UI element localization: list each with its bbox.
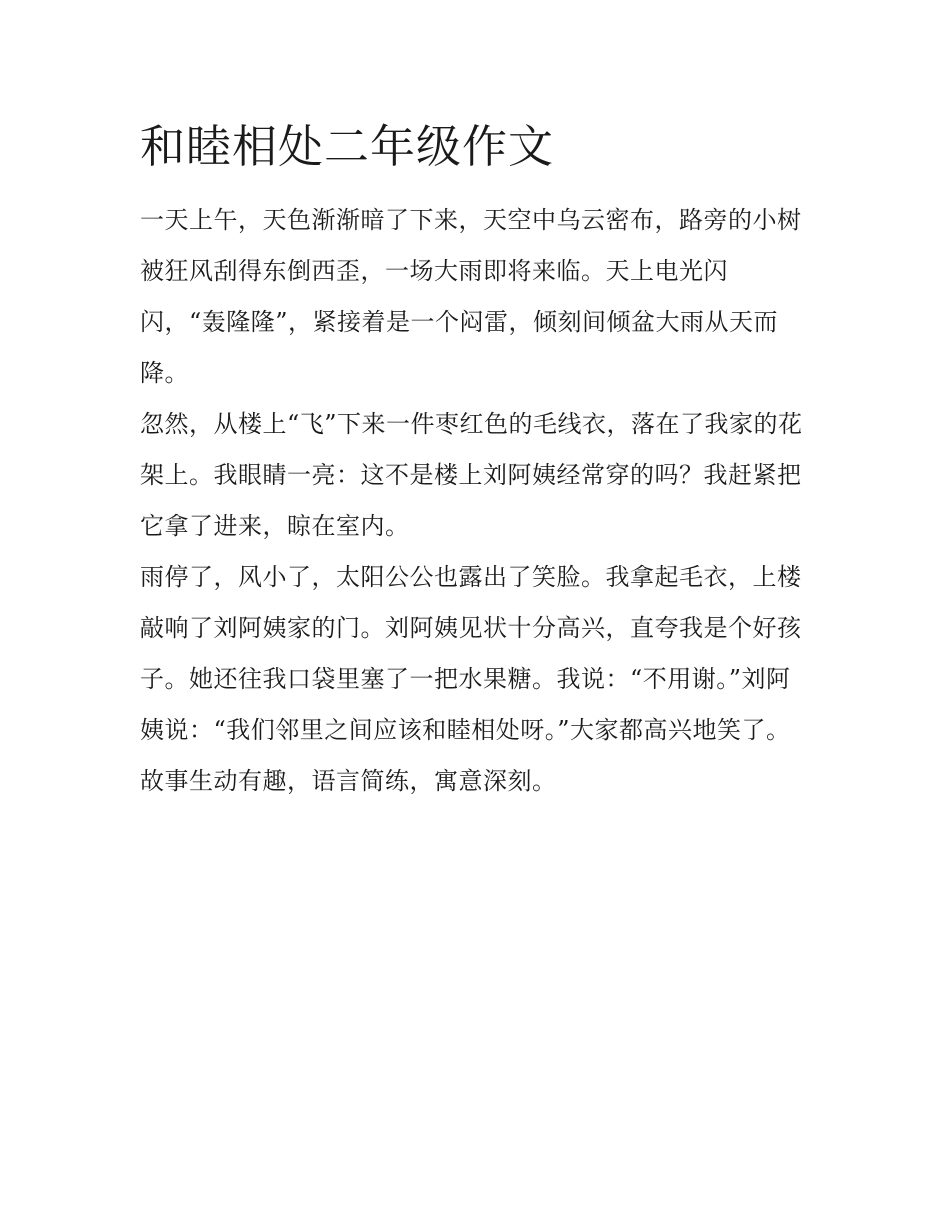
text-line: 雨停了，风小了，太阳公公也露出了笑脸。我拿起毛衣，上楼 — [140, 563, 802, 591]
text-line: 忽然，从楼上“飞”下来一件枣红色的毛线衣，落在了我家的花 — [140, 410, 803, 438]
text-line: 故事生动有趣，语言简练，寓意深刻。 — [140, 767, 557, 795]
text-line: 它拿了进来，晾在室内。 — [140, 512, 410, 540]
text-line: 架上。我眼睛一亮：这不是楼上刘阿姨经常穿的吗？我赶紧把 — [140, 461, 802, 489]
text-line: 子。她还往我口袋里塞了一把水果糖。我说：“不用谢。”刘阿 — [140, 665, 791, 693]
text-line: 敲响了刘阿姨家的门。刘阿姨见状十分高兴，直夸我是个好孩 — [140, 614, 802, 642]
text-line: 闪，“轰隆隆”，紧接着是一个闷雷，倾刻间倾盆大雨从天而 — [140, 308, 779, 336]
document-title: 和睦相处二年级作文 — [140, 120, 555, 173]
text-line: 姨说：“我们邻里之间应该和睦相处呀。”大家都高兴地笑了。 — [140, 716, 791, 744]
text-line: 一天上午，天色渐渐暗了下来，天空中乌云密布，路旁的小树 — [140, 206, 802, 234]
text-line: 被狂风刮得东倒西歪，一场大雨即将来临。天上电光闪 — [140, 257, 728, 285]
text-line: 降。 — [140, 359, 189, 387]
